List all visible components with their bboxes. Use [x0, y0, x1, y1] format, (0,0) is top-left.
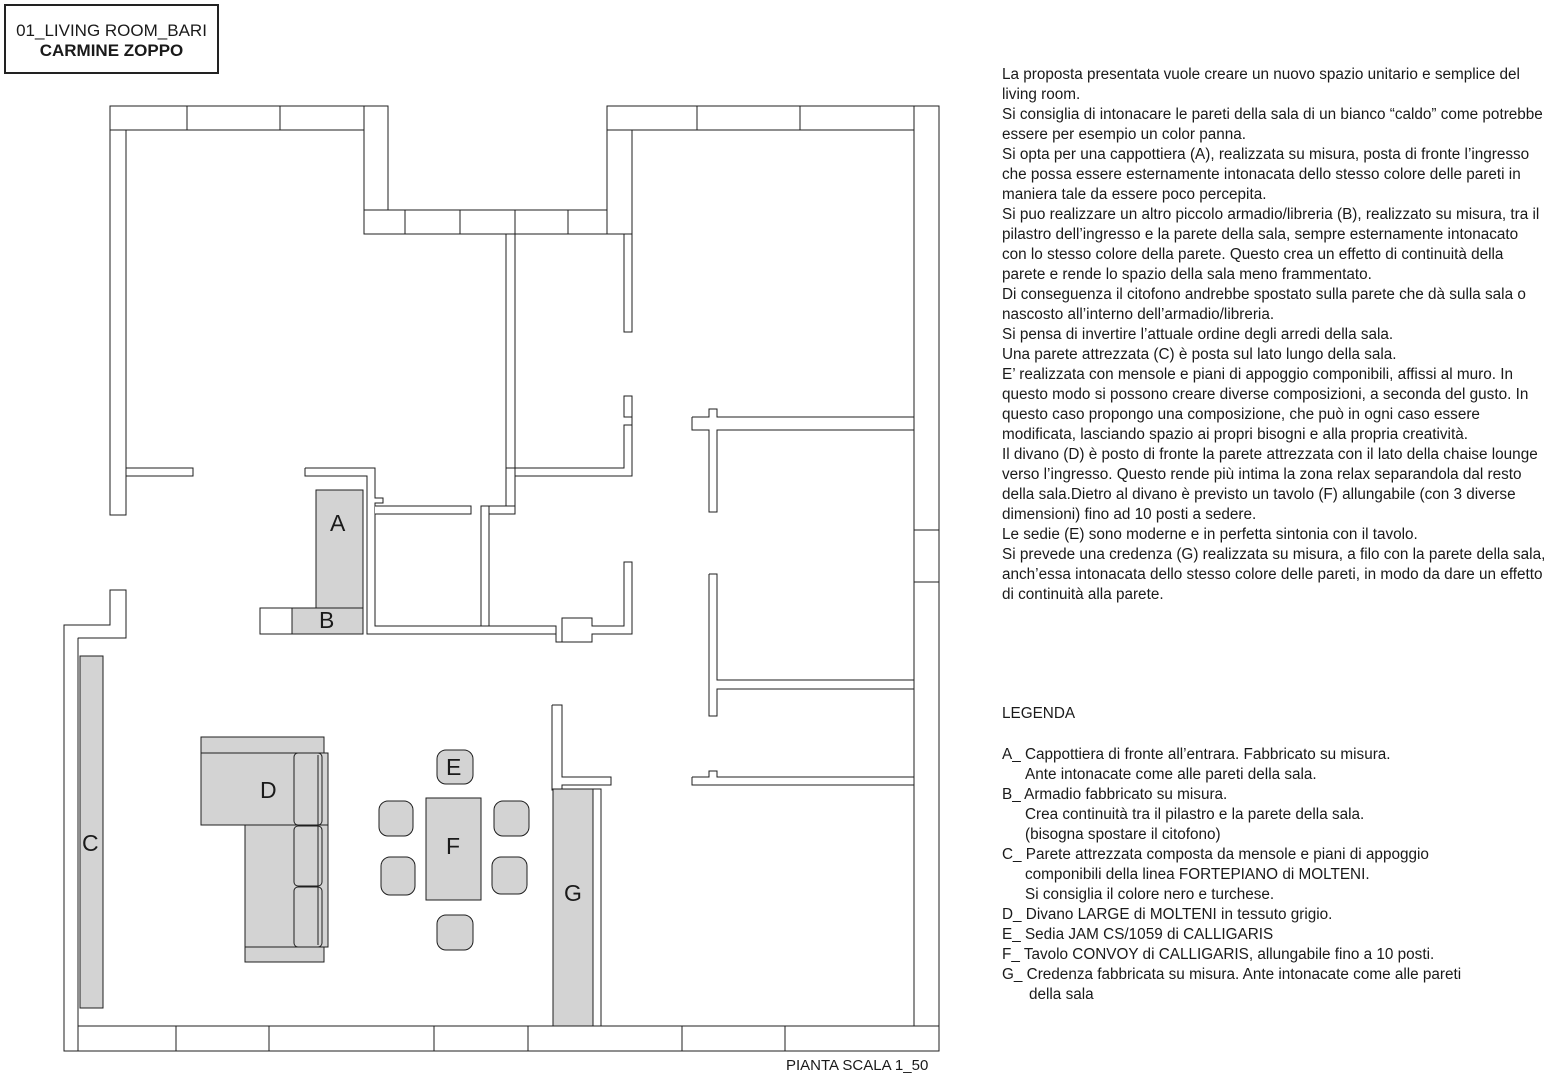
label-e: E	[446, 754, 462, 780]
credenza-g	[553, 789, 593, 1026]
description-paragraph: Si pensa di invertire l’attuale ordine degli arredi della sala.	[1002, 326, 1394, 343]
legend-item	[1002, 845, 1547, 905]
description-paragraph: Si opta per una cappottiera (A), realizzata su misura, posta di fronte l’ingresso che possa essere esternamente intonacata dello stesso colore delle pareti in maniera tale da essere poco percepita.	[1002, 146, 1530, 203]
furniture	[80, 490, 593, 1026]
legend-item-continuation: Si consiglia il colore nero e turchese.	[1025, 886, 1275, 903]
legend-item-text: F_ Tavolo CONVOY di CALLIGARIS, allungabile fino a 10 posti.	[1002, 946, 1435, 963]
chair-left-1	[379, 801, 413, 836]
description-paragraph: Una parete attrezzata (C) è posta sul lato lungo della sala.	[1002, 346, 1397, 363]
chair-right-2	[492, 857, 527, 894]
description-paragraph: Di conseguenza il citofono andrebbe spostato sulla parete che dà sulla sala o nascosto all’interno dell’armadio/libreria.	[1002, 286, 1526, 323]
label-b: B	[319, 607, 335, 633]
partitions	[126, 234, 914, 1026]
legend-item	[1002, 905, 1547, 925]
chair-left-2	[381, 857, 415, 895]
description-paragraph: Si puo realizzare un altro piccolo armadio/libreria (B), realizzato su misura, tra il pilastro dell’ingresso e la parete della sala, sempre esternamente intonacato con lo stesso colore della parete. Questo crea un effetto di continuità della parete e rende lo spazio della sala meno frammentato.	[1002, 206, 1540, 283]
wall-top-right	[607, 106, 939, 130]
description-paragraph: Si prevede una credenza (G) realizzata su misura, a filo con la parete della sala, anch’essa intonacata dello stesso colore delle pareti, in modo da dare un effetto di continuità alla parete.	[1002, 546, 1546, 603]
label-c: C	[82, 830, 99, 856]
label-g: G	[564, 880, 582, 906]
chair-bottom	[437, 915, 473, 950]
legend-item	[1002, 925, 1547, 945]
legend	[1002, 745, 1547, 1005]
legend-item	[1002, 785, 1547, 845]
legend-item-continuation: Crea continuità tra il pilastro e la parete della sala.	[1025, 806, 1365, 823]
pillar-entrance	[260, 608, 292, 634]
legend-item	[1002, 745, 1547, 785]
description-paragraph: La proposta presentata vuole creare un nuovo spazio unitario e semplice del living room.	[1002, 66, 1520, 103]
description-text	[1002, 65, 1547, 605]
wall-top-middle	[364, 210, 632, 234]
legend-item-continuation: (bisogna spostare il citofono)	[1025, 826, 1221, 843]
legend-item-text: E_ Sedia JAM CS/1059 di CALLIGARIS	[1002, 926, 1274, 943]
description-paragraph: Le sedie (E) sono moderne e in perfetta sintonia con il tavolo.	[1002, 526, 1418, 543]
scale-label: PIANTA SCALA 1_50	[786, 1057, 929, 1074]
description-paragraph: Si consiglia di intonacare le pareti della sala di un bianco “caldo” come potrebbe essere per esempio un color panna.	[1002, 106, 1543, 143]
legend-item-continuation: componibili della linea FORTEPIANO di MOLTENI.	[1025, 866, 1370, 883]
label-f: F	[446, 833, 461, 859]
walls	[64, 106, 939, 1051]
partition-small-b	[481, 506, 489, 626]
partition-beside-g	[593, 789, 601, 1026]
description-paragraph: E’ realizzata con mensole e piani di appoggio componibili, affissi al muro. In questo modo si possono creare diverse composizioni, a seconda del gusto. In questo caso propongo una composizione, che può in ogni caso essere modificata, lasciando spazio ai propri bisogni e alla propria creatività.	[1002, 366, 1529, 443]
legend-item-text: B_ Armadio fabbricato su misura.	[1002, 786, 1228, 803]
legend-item-text: D_ Divano LARGE di MOLTENI in tessuto grigio.	[1002, 906, 1333, 923]
wall-top-left	[110, 106, 388, 130]
legend-title: LEGENDA	[1002, 705, 1076, 722]
description-paragraph: Il divano (D) è posto di fronte la parete attrezzata con il lato della chaise lounge verso l’ingresso. Questo rende più intima la zona relax separandola dal resto della sala.Dietro al divano è previsto un tavolo (F) allungabile (con 3 diverse dimensioni) fino ad 10 posti a sedere.	[1002, 446, 1538, 523]
cappottiera-a	[316, 490, 363, 608]
partition-hall-top-right	[624, 234, 632, 332]
chair-right-1	[494, 801, 529, 836]
sofa-d	[201, 737, 328, 962]
legend-item-text: G_ Credenza fabbricata su misura. Ante intonacate come alle pareti	[1002, 966, 1462, 983]
legend-item-text: C_ Parete attrezzata composta da mensole e piani di appoggio	[1002, 846, 1429, 863]
legend-item-text: A_ Cappottiera di fronte all’entrara. Fabbricato su misura.	[1002, 746, 1391, 763]
project-title: 01_LIVING ROOM_BARI	[16, 21, 207, 40]
wall-left-upper	[110, 130, 126, 515]
legend-item	[1002, 965, 1547, 1005]
wall-bottom	[64, 1026, 939, 1051]
label-a: A	[330, 510, 346, 536]
label-d: D	[260, 777, 277, 803]
partition-left-stub	[126, 468, 193, 476]
legend-item-continuation: della sala	[1029, 986, 1094, 1003]
legend-item-continuation: Ante intonacate come alle pareti della sala.	[1025, 766, 1317, 783]
partition-hall-vertical	[506, 234, 515, 514]
author-name: CARMINE ZOPPO	[39, 41, 184, 60]
wall-left-lower	[64, 625, 78, 1051]
legend-item	[1002, 945, 1547, 965]
window-right	[914, 530, 939, 582]
